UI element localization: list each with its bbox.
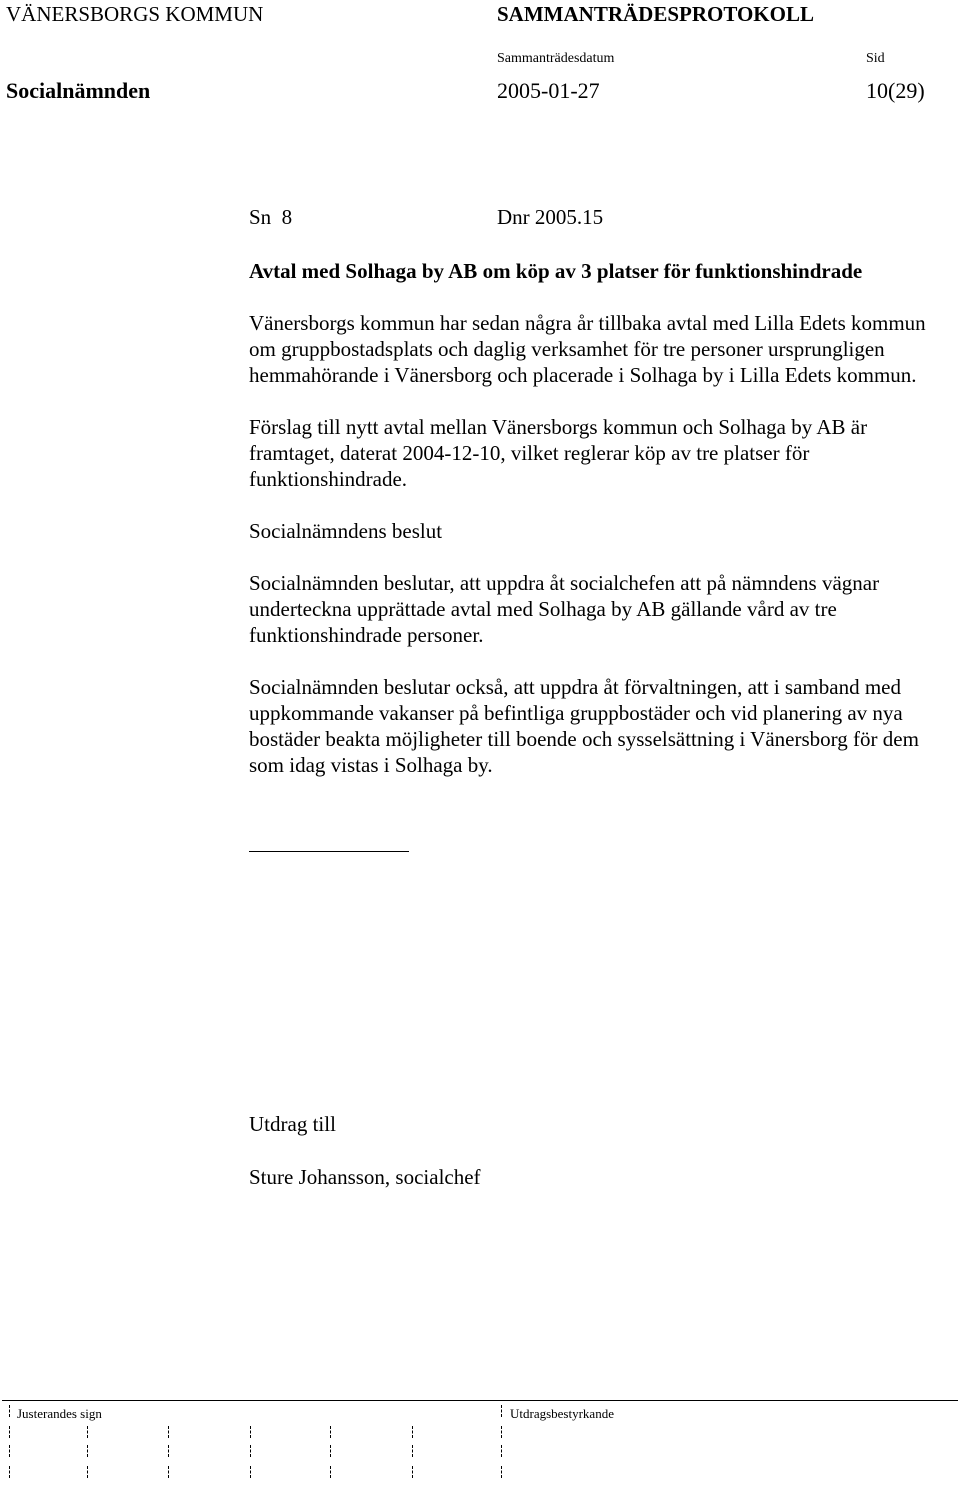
signature-box-tick: [168, 1426, 169, 1438]
extract-recipient: Sture Johansson, socialchef: [249, 1165, 481, 1189]
signature-box-tick: [168, 1466, 169, 1478]
committee-name: Socialnämnden: [6, 78, 151, 103]
background-paragraph: Vänersborgs kommun har sedan några år tillbaka avtal med Lilla Edets kommun om gruppbostadsplats och daglig verksamhet för tre personer ursprungligen hemmahörande i Vänersborg och placerade i Solhaga by i Lilla Edets kommun.: [249, 311, 926, 387]
case-number: Dnr 2005.15: [497, 205, 604, 229]
signature-box-tick: [9, 1426, 10, 1438]
signature-box-tick: [330, 1466, 331, 1478]
page-label: Sid: [866, 51, 885, 66]
extract-label: Utdrag till: [249, 1112, 336, 1136]
signature-box-tick: [250, 1445, 251, 1457]
decision-heading: Socialnämndens beslut: [249, 519, 443, 543]
signature-box-tick: [87, 1426, 88, 1438]
signature-box-tick: [168, 1445, 169, 1457]
signature-box-tick: [412, 1445, 413, 1457]
signature-box-tick: [501, 1466, 502, 1478]
item-content: [249, 258, 949, 804]
signature-box-tick: [9, 1405, 10, 1417]
signature-box-tick: [87, 1445, 88, 1457]
signature-box-tick: [412, 1426, 413, 1438]
signature-box-tick: [250, 1426, 251, 1438]
signature-box-tick: [9, 1445, 10, 1457]
signature-box-tick: [412, 1466, 413, 1478]
page-number: 10(29): [866, 78, 925, 103]
signature-box-tick: [330, 1426, 331, 1438]
justerandes-sign-label: Justerandes sign: [17, 1406, 102, 1421]
signature-box-tick: [87, 1466, 88, 1478]
signature-box-tick: [250, 1466, 251, 1478]
decision-paragraph: Socialnämnden beslutar också, att uppdra åt förvaltningen, att i samband med uppkommande vakanser på befintliga gruppbostäder och vid planering av nya bostäder beakta möjligheter till boende och sysselsättning i Vänersborg för dem som idag vistas i Solhaga by.: [249, 675, 919, 777]
date-label: Sammanträdesdatum: [497, 51, 615, 66]
decision-paragraph: Socialnämnden beslutar, att uppdra åt socialchefen att på nämndens vägnar underteckna upprättade avtal med Solhaga by AB gällande vård av tre funktionshindrade personer.: [249, 571, 880, 647]
meeting-date: 2005-01-27: [497, 78, 600, 103]
footer-divider: [2, 1400, 958, 1401]
signature-box-tick: [501, 1445, 502, 1457]
item-title: Avtal med Solhaga by AB om köp av 3 platser för funktionshindrade: [249, 259, 863, 283]
signature-box-tick: [501, 1405, 502, 1417]
utdragsbestyrkande-label: Utdragsbestyrkande: [510, 1406, 614, 1421]
document-type: SAMMANTRÄDESPROTOKOLL: [497, 2, 814, 26]
section-end-divider: [249, 851, 409, 852]
signature-box-tick: [9, 1466, 10, 1478]
item-number: Sn 8: [249, 205, 293, 229]
municipality-name: VÄNERSBORGS KOMMUN: [6, 2, 264, 26]
signature-box-tick: [330, 1445, 331, 1457]
signature-box-tick: [501, 1426, 502, 1438]
proposal-paragraph: Förslag till nytt avtal mellan Vänersborgs kommun och Solhaga by AB är framtaget, daterat 2004-12-10, vilket reglerar köp av tre platser för funktionshindrade.: [249, 415, 868, 491]
